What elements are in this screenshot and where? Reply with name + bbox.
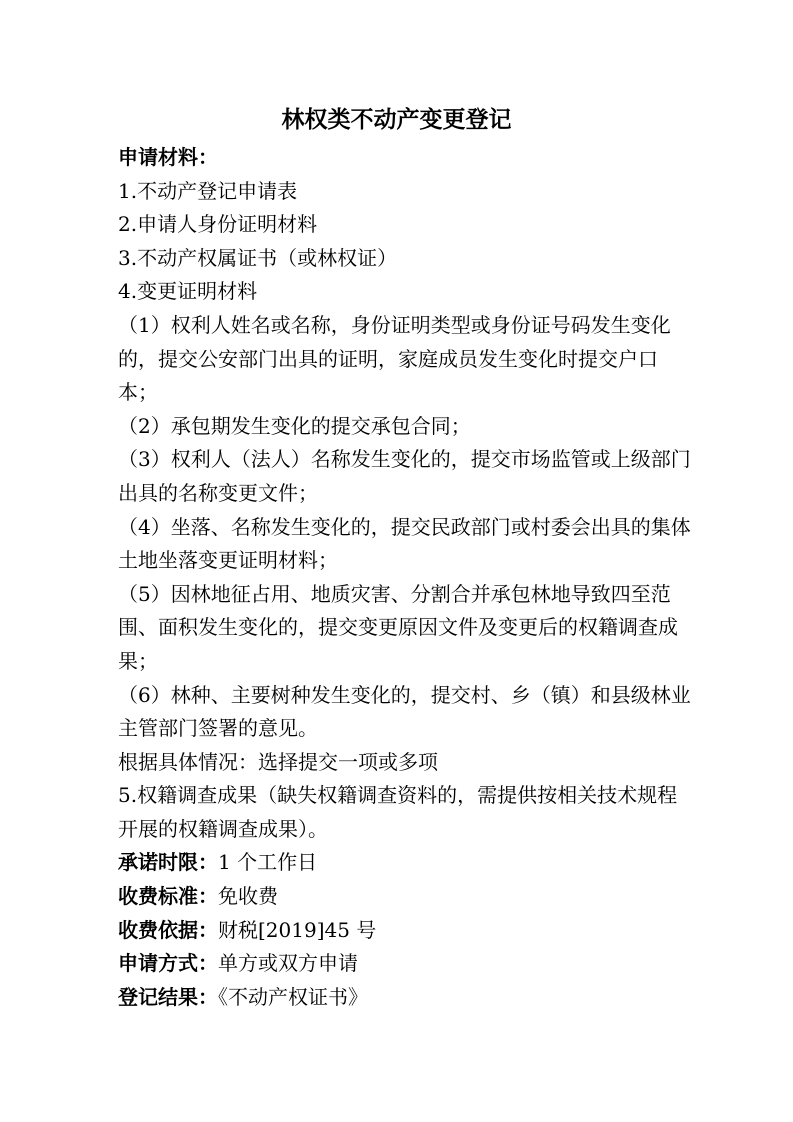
fee-standard-row [118, 880, 693, 914]
sub-item-5: （5）因林地征占用、地质灾害、分割合并承包林地导致四至范围、面积发生变化的，提交变更原因文件及变更后的权籍调查成果； [118, 581, 678, 673]
registration-result-label: 登记结果： [118, 984, 218, 1009]
selection-note: 根据具体情况：选择提交一项或多项 [118, 749, 438, 774]
material-item-1: 1.不动产登记申请表 [118, 178, 298, 203]
promise-time-label: 承诺时限： [118, 850, 218, 875]
sub-item-1: （1）权利人姓名或名称，身份证明类型或身份证号码发生变化的，提交公安部门出具的证明，家庭成员发生变化时提交户口本； [118, 312, 671, 405]
material-item-2: 2.申请人身份证明材料 [118, 212, 318, 237]
promise-time-row [118, 846, 693, 880]
fee-standard-label: 收费标准： [118, 884, 218, 909]
material-item-4: 4.变更证明材料 [118, 279, 258, 304]
sub-item-6: （6）林种、主要树种发生变化的，提交村、乡（镇）和县级林业主管部门签署的意见。 [118, 682, 691, 741]
registration-result-value: 《不动产权证书》 [218, 984, 368, 1009]
application-method-value: 单方或双方申请 [218, 951, 358, 976]
material-item-5: 5.权籍调查成果（缺失权籍调查资料的，需提供按相关技术规程开展的权籍调查成果）。 [118, 783, 678, 841]
promise-time-value: 1 个工作日 [218, 850, 318, 875]
materials-heading: 申请材料： [118, 145, 218, 169]
fee-basis-row [118, 914, 693, 948]
application-method-row [118, 947, 693, 981]
application-method-label: 申请方式： [118, 951, 218, 976]
document-title: 林权类不动产变更登记 [281, 107, 512, 133]
material-item-3: 3.不动产权属证书（或林权证） [118, 245, 398, 270]
document-body [118, 141, 693, 1014]
fee-basis-value: 财税[2019]45 号 [218, 917, 377, 942]
sub-item-2: （2）承包期发生变化的提交承包合同； [118, 413, 471, 438]
sub-item-4: （4）坐落、名称发生变化的，提交民政部门或村委会出具的集体土地坐落变更证明材料； [118, 514, 691, 573]
fee-standard-value: 免收费 [218, 884, 278, 909]
registration-result-row [118, 981, 693, 1015]
sub-item-3: （3）权利人（法人）名称发生变化的，提交市场监管或上级部门出具的名称变更文件； [118, 447, 691, 505]
fee-basis-label: 收费依据： [118, 917, 218, 942]
